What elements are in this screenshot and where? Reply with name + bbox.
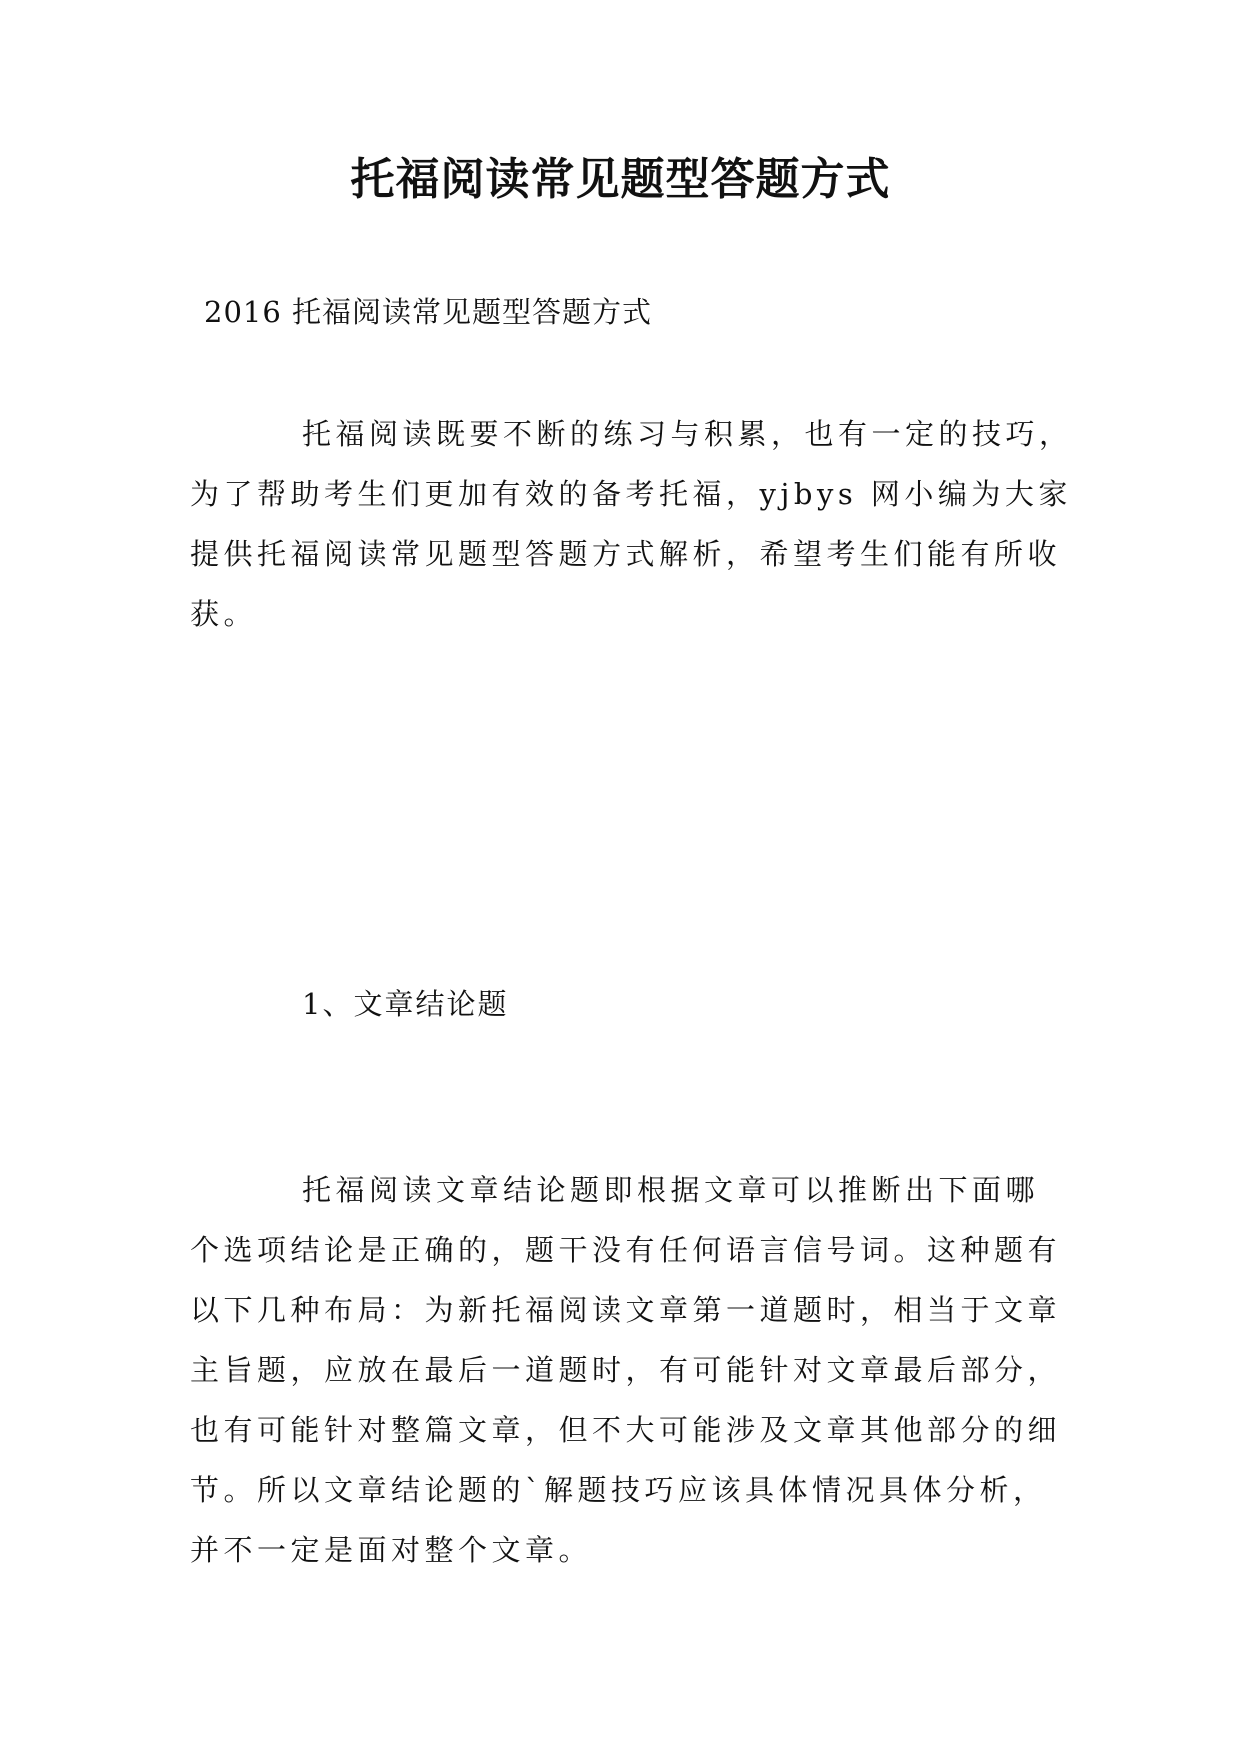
section1-line: 个选项结论是正确的，题干没有任何语言信号词。这种题有 [190,1233,1062,1267]
intro-line: 托福阅读既要不断的练习与积累，也有一定的技巧， [302,417,1073,451]
section1-line: 也有可能针对整篇文章，但不大可能涉及文章其他部分的细 [190,1413,1062,1447]
section1-line: 并不一定是面对整个文章。 [190,1533,593,1567]
intro-line: 提供托福阅读常见题型答题方式解析，希望考生们能有所收 [190,537,1062,571]
section-heading: 1、文章结论题 [302,987,509,1021]
intro-line: 为了帮助考生们更加有效的备考托福，yjbys 网小编为大家 [190,477,1072,511]
section1-paragraph [190,1160,1060,1580]
intro-line: 获。 [190,597,258,631]
section1-line: 以下几种布局：为新托福阅读文章第一道题时，相当于文章 [190,1293,1062,1327]
document-title: 托福阅读常见题型答题方式 [350,154,891,205]
section1-line: 节。所以文章结论题的`解题技巧应该具体情况具体分析， [190,1473,1047,1507]
document-subtitle: 2016 托福阅读常见题型答题方式 [204,295,653,329]
section1-line: 主旨题，应放在最后一道题时，有可能针对文章最后部分， [190,1353,1062,1387]
intro-paragraph [190,404,1073,644]
section1-line: 托福阅读文章结论题即根据文章可以推断出下面哪 [302,1173,1040,1207]
